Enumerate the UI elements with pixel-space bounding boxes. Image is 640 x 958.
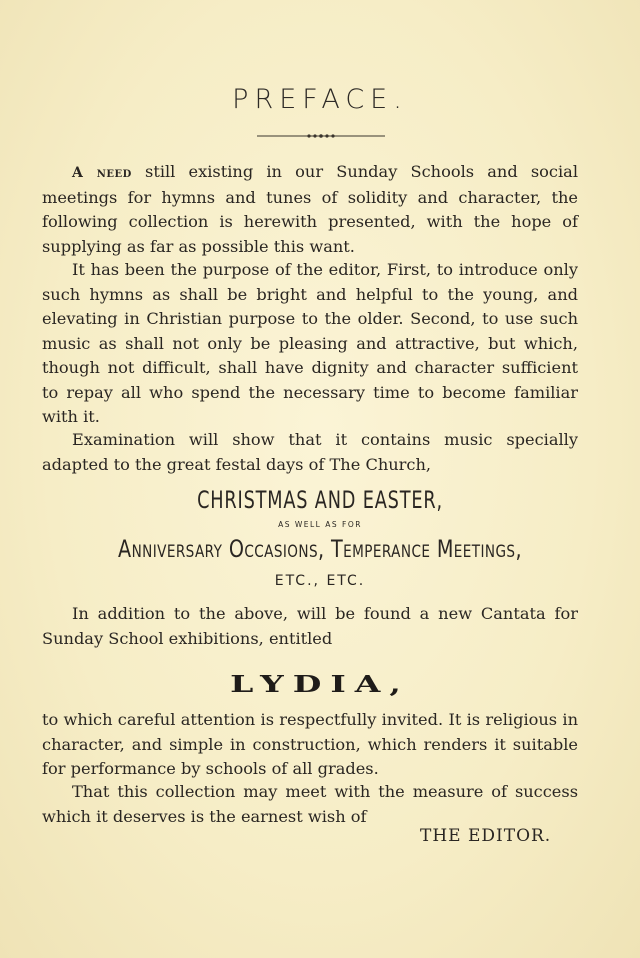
- paragraph-2: [42, 258, 578, 430]
- paragraph-1: [42, 160, 578, 259]
- paragraph-6-body: That this collection may meet with the measure of success which it deserves is the earnest wish of: [42, 782, 578, 826]
- heading-lydia: LYDIA,: [230, 669, 410, 698]
- paragraph-3-body: Examination will show that it contains music specially adapted to the great festal days of The Church,: [42, 430, 578, 474]
- signoff: THE EDITOR.: [420, 826, 552, 846]
- heading-etc: ETC., ETC.: [274, 573, 366, 589]
- heading-christmas-easter: CHRISTMAS AND EASTER,: [197, 486, 443, 514]
- paragraph-3: [42, 428, 578, 477]
- paragraph-2-body: It has been the purpose of the editor, First, to introduce only such hymns as shall be bright and helpful to the young, and elevating in Christian purpose to the older. Second, to use such music as shall not only be pleasing and attractive, but which, though not difficult, shall have dignity and character sufficient to repay all who spend the necessary time to become familiar with it.: [42, 260, 578, 426]
- paragraph-6: [42, 780, 578, 829]
- page-title: PREFACE.: [232, 84, 408, 115]
- heading-as-well-as-for: AS WELL AS FOR: [278, 520, 362, 529]
- paragraph-5: [42, 708, 578, 782]
- paragraph-4: [42, 602, 578, 651]
- ornamental-rule: [257, 133, 385, 135]
- paragraph-1-body: still existing in our Sunday Schools and social meetings for hymns and tunes of solidity and character, the following collection is herewith presented, with the hope of supplying as far as possible this want.: [42, 162, 578, 256]
- paragraph-5-body: to which careful attention is respectfully invited. It is religious in character, and simple in construction, which renders it suitable for performance by schools of all grades.: [42, 710, 578, 778]
- paragraph-1-lead: A need: [72, 165, 132, 181]
- paragraph-4-body: In addition to the above, will be found a new Cantata for Sunday School exhibitions, entitled: [42, 604, 578, 648]
- heading-anniversary-occasions: Anniversary Occasions, Temperance Meetings,: [118, 535, 522, 563]
